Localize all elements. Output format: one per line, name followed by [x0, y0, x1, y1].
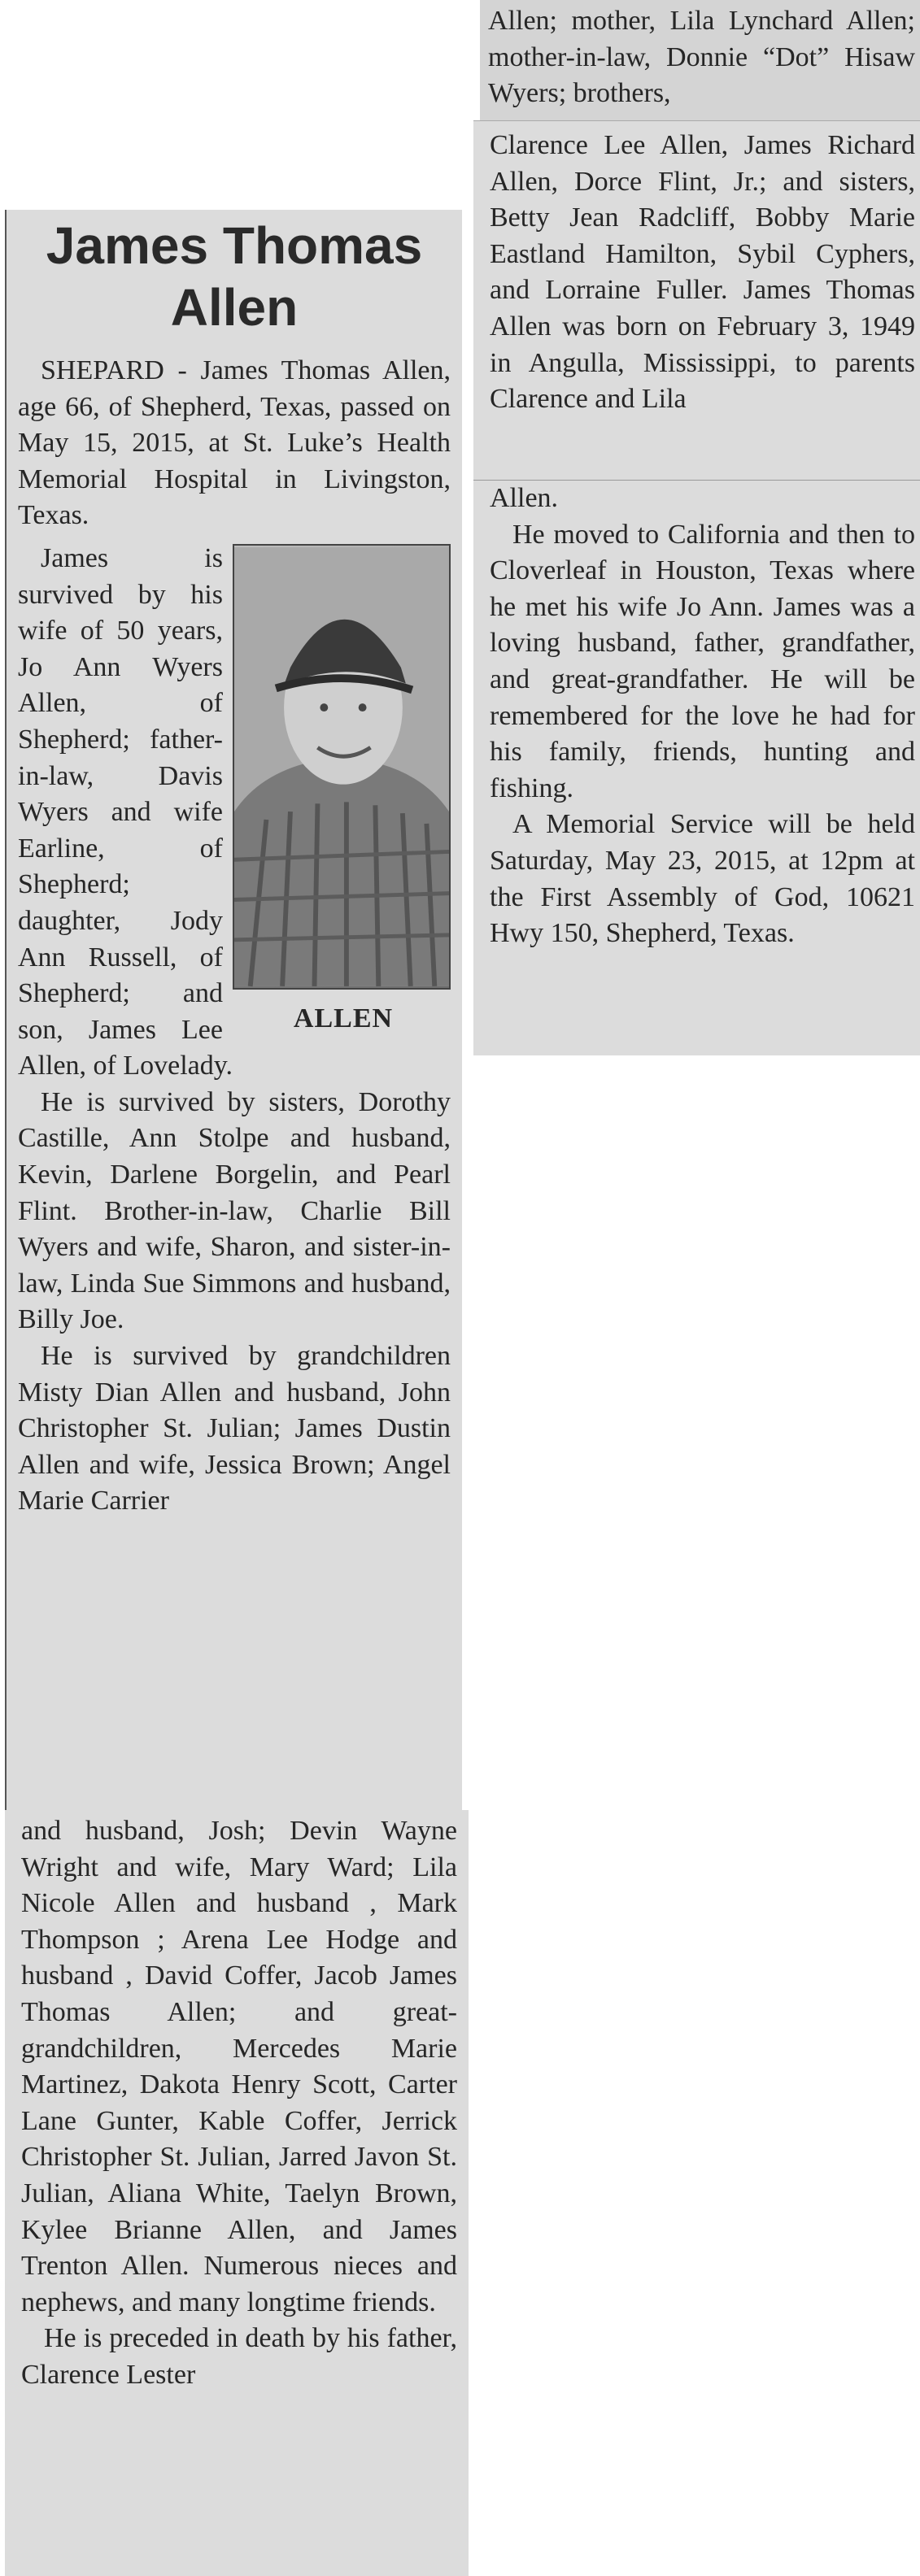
paragraph-siblings-birth: Clarence Lee Allen, James Richard Allen, Dorce Flint, Jr.; and sisters, Betty Jean Radcliff, Bobby Marie Eastland Hamilton, Sybil Cyphers, and Lorraine Fuller. James Thomas Allen was born on February 3, 1949 in Angulla, Mississippi, to parents Clarence and Lila	[490, 130, 915, 415]
paragraph-grandchildren-cont: and husband, Josh; Devin Wayne Wright and wife, Mary Ward; Lila Nicole Allen and husband , Mark Thompson ; Arena Lee Hodge and husband , David Coffer, Jacob James Thomas Allen; and great-grandchildren, Mercedes Marie Martinez, Dakota Henry Scott, Carter Lane Gunter, Kable Coffer, Jerrick Christopher St. Julian, Jarred Javon St. Julian, Aliana White, Taelyn Brown, Kylee Brianne Allen, and James Trenton Allen. Numerous nieces and nephews, and many longtime friends.	[21, 1816, 457, 2317]
photo-caption: ALLEN	[293, 1003, 394, 1033]
paragraph-parents-end: Allen.	[490, 483, 559, 513]
portrait-figure	[233, 544, 454, 1037]
paragraph-preceded-cont: Allen; mother, Lila Lynchard Allen; mother-in-law, Donnie “Dot” Hisaw Wyers; brothers,	[488, 6, 915, 109]
paragraph-preceded-start: He is preceded in death by his father, Clarence Lester	[21, 2323, 457, 2390]
paragraph-survived-siblings: He is survived by sisters, Dorothy Castille, Ann Stolpe and husband, Kevin, Darlene Borgelin, and Pearl Flint. Brother-in-law, Charlie Bill Wyers and wife, Sharon, and sister-in-law, Linda Sue Simmons and husband, Billy Joe.	[18, 1086, 451, 1335]
paragraph-survived-family: James is survived by his wife of 50 years, Jo Ann Wyers Allen, of Shepherd; father-in-law, Davis Wyers and wife Earline, of Shepherd; daughter, Jody Ann Russell, of Shepherd; and son, James Lee Allen, of Lovelady.	[18, 542, 233, 1081]
clipping-continuation	[5, 1810, 469, 2576]
clipping-right-middle	[473, 120, 920, 480]
clipping-right-bottom	[473, 480, 920, 1055]
obituary-headline: James Thomas Allen	[46, 216, 423, 337]
paragraph-life: He moved to California and then to Cloverleaf in Houston, Texas where he met his wife Jo Ann. James was a loving husband, father, grandfather, and great-grandfather. He will be remembered for the love he had for his family, friends, hunting and fishing.	[490, 519, 915, 803]
paragraph-memorial-service: A Memorial Service will be held Saturday, May 23, 2015, at 12pm at the First Assembly of God, 10621 Hwy 150, Shepherd, Texas.	[490, 809, 915, 949]
portrait-illustration	[234, 546, 449, 988]
paragraph-grandchildren-start: He is survived by grandchildren Misty Dian Allen and husband, John Christopher St. Julian; James Dustin Allen and wife, Jessica Brown; Angel Marie Carrier	[18, 1341, 451, 1516]
clipping-main	[5, 210, 462, 1810]
paragraph-intro: SHEPARD - James Thomas Allen, age 66, of Shepherd, Texas, passed on May 15, 2015, at St. Luke’s Health Memorial Hospital in Livingston, Texas.	[18, 355, 451, 531]
clipping-top-right	[480, 0, 920, 120]
portrait-photo	[233, 544, 451, 990]
